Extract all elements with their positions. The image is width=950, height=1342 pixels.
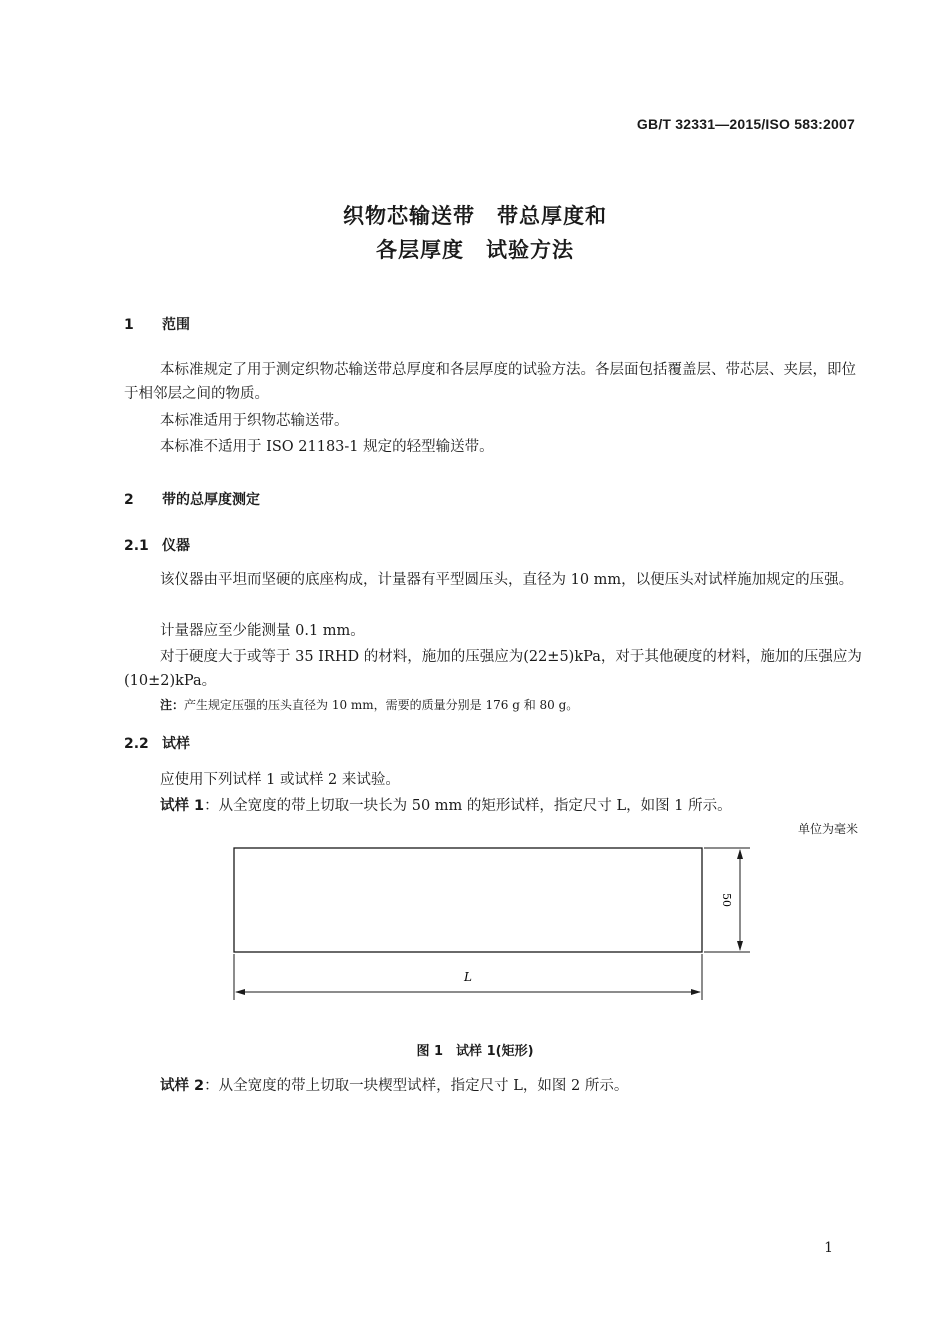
rectangular-specimen xyxy=(234,848,702,952)
length-dimension-label: L xyxy=(464,970,472,984)
document-title-line-2: 各层厚度 试验方法 xyxy=(376,238,574,262)
section-2-1-paragraph-2: 计量器应至少能测量 0.1 mm。 xyxy=(160,623,365,639)
standard-code: GB/T 32331—2015/ISO 583:2007 xyxy=(636,116,855,132)
section-title: 范围 xyxy=(162,317,190,333)
sample-2-text: ：从全宽度的带上切取一块楔型试样，指定尺寸 L，如图 2 所示。 xyxy=(204,1078,629,1094)
section-title: 带的总厚度测定 xyxy=(162,492,260,508)
sample-2-label: 试样 2 xyxy=(160,1078,205,1094)
sample-1-label: 试样 1 xyxy=(160,798,205,814)
sample-2-description xyxy=(160,1074,628,1098)
note-text: 产生规定压强的压头直径为 10 mm，需要的质量分别是 176 g 和 80 g。 xyxy=(184,698,579,712)
section-number: 2 xyxy=(124,492,134,508)
document-title-line-1: 织物芯输送带 带总厚度和 xyxy=(343,204,607,228)
section-1-paragraph-2: 本标准适用于织物芯输送带。 xyxy=(160,413,349,429)
height-dimension-label: 50 xyxy=(720,893,733,907)
sample-1-text: ：从全宽度的带上切取一块长为 50 mm 的矩形试样，指定尺寸 L，如图 1 所示。 xyxy=(204,798,732,814)
section-1-paragraph-3: 本标准不适用于 ISO 21183-1 规定的轻型输送带。 xyxy=(160,439,494,455)
section-title: 试样 xyxy=(162,736,190,752)
unit-note: 单位为毫米 xyxy=(797,822,858,836)
section-number: 1 xyxy=(124,317,134,333)
figure-1-caption: 图 1 试样 1(矩形) xyxy=(416,1044,534,1059)
section-2-1-paragraph-1: 该仪器由平坦而坚硬的底座构成，计量器有平型圆压头，直径为 10 mm，以便压头对试样施加规定的压强。 xyxy=(160,572,854,588)
section-title: 仪器 xyxy=(162,538,190,554)
note-label: 注： xyxy=(160,698,185,712)
section-2-2-paragraph-1: 应使用下列试样 1 或试样 2 来试验。 xyxy=(160,772,400,788)
section-2-1-paragraph-3: 对于硬度大于或等于 35 IRHD 的材料，施加的压强应为(22±5)kPa，对于其他硬度的材料，施加的压强应为(10±2)kPa。 xyxy=(124,649,862,689)
section-number: 2.2 xyxy=(124,736,149,752)
section-1-paragraph-1: 本标准规定了用于测定织物芯输送带总厚度和各层厚度的试验方法。各层面包括覆盖层、带芯层、夹层，即位于相邻层之间的物质。 xyxy=(124,362,856,402)
section-number: 2.1 xyxy=(124,538,149,554)
page-number: 1 xyxy=(824,1240,833,1256)
